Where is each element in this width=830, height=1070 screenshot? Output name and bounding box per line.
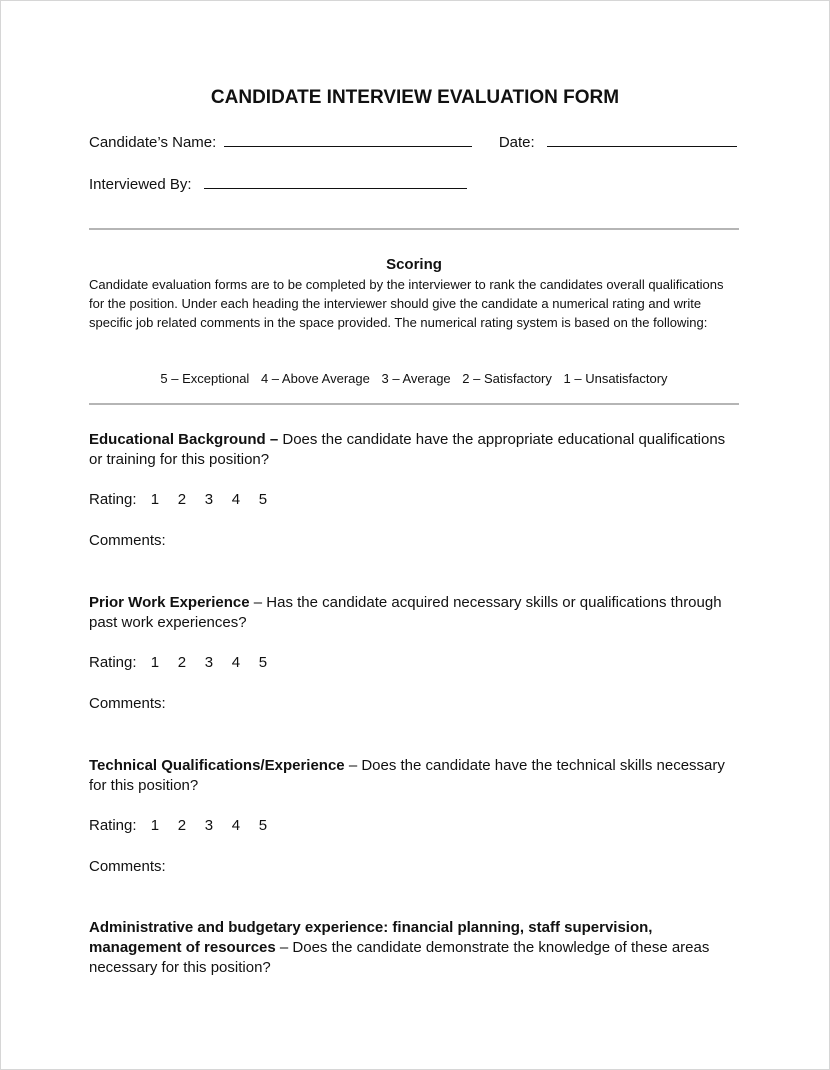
rating-option-4[interactable]: 4 (231, 491, 241, 508)
rating-option-4[interactable]: 4 (231, 817, 241, 834)
candidate-name-row (89, 133, 737, 151)
rating-option-5[interactable]: 5 (258, 654, 268, 671)
candidate-name-label: Candidate’s Name: (89, 134, 217, 151)
scale-item-1: 1 – Unsatisfactory (563, 371, 668, 386)
interviewed-by-field[interactable] (204, 175, 467, 189)
section-technical-qualifications (89, 756, 739, 875)
rating-option-3[interactable]: 3 (204, 817, 214, 834)
section-question-text: – Has the candidate acquired necessary skills or qualifications through past work experiences? (89, 594, 722, 631)
rating-label: Rating: (89, 817, 137, 834)
section-question-text: – Does the candidate demonstrate the knowledge of these areas necessary for this position? (89, 939, 710, 976)
section-prior-work-experience (89, 593, 739, 712)
candidate-name-field[interactable] (224, 133, 472, 147)
interviewed-by-label: Interviewed By: (89, 176, 192, 193)
rating-row (89, 817, 739, 837)
comments-label[interactable]: Comments: (89, 695, 166, 712)
rating-option-2[interactable]: 2 (177, 654, 187, 671)
form-title: CANDIDATE INTERVIEW EVALUATION FORM (210, 87, 620, 108)
comments-label[interactable]: Comments: (89, 532, 166, 549)
divider-bottom (89, 403, 739, 405)
scale-item-5: 5 – Exceptional (160, 371, 250, 386)
rating-option-1[interactable]: 1 (150, 491, 160, 508)
section-question-text: Does the candidate have the appropriate educational qualifications or training for this position? (89, 431, 726, 468)
section-question (89, 593, 739, 633)
scale-item-4: 4 – Above Average (260, 371, 370, 386)
rating-row (89, 654, 739, 674)
interviewed-by-row (89, 175, 467, 193)
rating-option-5[interactable]: 5 (258, 817, 268, 834)
scoring-title: Scoring (386, 256, 442, 273)
section-educational-background (89, 430, 739, 549)
section-heading: Educational Background – (89, 431, 279, 448)
date-label: Date: (498, 134, 535, 151)
scale-item-3: 3 – Average (381, 371, 451, 386)
section-heading: Prior Work Experience (89, 594, 250, 611)
section-question-text: – Does the candidate have the technical skills necessary for this position? (89, 757, 725, 794)
section-administrative-budgetary (89, 918, 739, 978)
section-question (89, 430, 739, 470)
rating-option-1[interactable]: 1 (150, 817, 160, 834)
section-heading: Administrative and budgetary experience: financial planning, staff supervision, management of resources (89, 919, 653, 956)
rating-option-4[interactable]: 4 (231, 654, 241, 671)
rating-option-2[interactable]: 2 (177, 817, 187, 834)
rating-row (89, 491, 739, 511)
scale-item-2: 2 – Satisfactory (462, 371, 552, 386)
rating-option-1[interactable]: 1 (150, 654, 160, 671)
date-field[interactable] (547, 133, 737, 147)
rating-option-3[interactable]: 3 (204, 491, 214, 508)
rating-label: Rating: (89, 654, 137, 671)
divider-top (89, 228, 739, 230)
section-question (89, 756, 739, 796)
rating-option-5[interactable]: 5 (258, 491, 268, 508)
section-heading: Technical Qualifications/Experience (89, 757, 345, 774)
comments-label[interactable]: Comments: (89, 858, 166, 875)
rating-option-3[interactable]: 3 (204, 654, 214, 671)
section-question (89, 918, 739, 978)
rating-scale (89, 371, 739, 386)
scoring-description: Candidate evaluation forms are to be completed by the interviewer to rank the candidates overall qualifications for the position. Under each heading the interviewer should give the candidate a numerical rating and write specific job related comments in the space provided. The numerical rating system is based on the following: (89, 277, 724, 330)
rating-label: Rating: (89, 491, 137, 508)
rating-option-2[interactable]: 2 (177, 491, 187, 508)
